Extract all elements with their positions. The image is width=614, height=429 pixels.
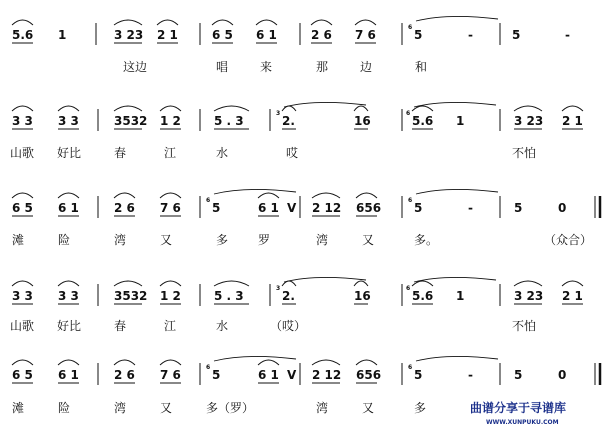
note-group: 16 xyxy=(354,114,371,128)
lyric-text: 山歌 xyxy=(10,319,35,333)
note-group: 2 12 xyxy=(312,201,342,215)
slur-mark xyxy=(160,281,181,286)
slur-mark xyxy=(354,106,368,111)
tie-arc xyxy=(214,356,296,361)
watermark-url: WWW.XUNPUKU.COM xyxy=(486,419,559,426)
note-group: 6 1 xyxy=(256,28,277,42)
slur-mark xyxy=(356,360,377,365)
note-group: 6 5 xyxy=(12,368,33,382)
note-group: 3 3 xyxy=(12,289,33,303)
lyric-text: 又 xyxy=(160,401,173,415)
note-group: - xyxy=(468,201,473,215)
tie-arc xyxy=(284,277,366,282)
slur-mark xyxy=(114,193,135,198)
lyric-text: 那 xyxy=(316,60,329,74)
note-group: 2 1 xyxy=(562,114,583,128)
lyric-text: （哎） xyxy=(270,319,307,333)
note-group: 3 23 xyxy=(114,28,144,42)
lyric-text: 湾 xyxy=(316,233,329,247)
lyric-text: 多（罗） xyxy=(206,401,255,415)
note-group: 2 1 xyxy=(157,28,178,42)
note-group: 6 5 xyxy=(12,201,33,215)
lyric-text: （众合） xyxy=(544,233,593,247)
grace-note: 3 xyxy=(276,285,281,292)
slur-mark xyxy=(160,106,181,111)
tie-arc xyxy=(416,189,498,194)
lyric-text: 和 xyxy=(415,60,428,74)
note-group: 5 . 3 xyxy=(214,289,244,303)
note-group: 3 23 xyxy=(514,114,544,128)
lyric-text: 边 xyxy=(360,60,373,74)
lyric-text: 山歌 xyxy=(10,146,35,160)
lyric-text: 江 xyxy=(164,146,177,160)
lyric-text: 又 xyxy=(362,401,375,415)
lyric-text: 唱 xyxy=(216,60,229,74)
slur-mark xyxy=(114,281,142,286)
note-group: 5 xyxy=(514,368,523,382)
slur-mark xyxy=(311,20,332,25)
slur-mark xyxy=(562,106,583,111)
note-group: 5.6 xyxy=(412,114,434,128)
grace-note: 6 xyxy=(206,197,211,204)
lyric-text: 湾 xyxy=(114,233,127,247)
slur-mark xyxy=(256,20,277,25)
note-group: 5 xyxy=(512,28,521,42)
lyric-text: 湾 xyxy=(316,401,329,415)
slur-mark xyxy=(160,193,181,198)
slur-mark xyxy=(12,360,33,365)
note-group: 1 2 xyxy=(160,114,181,128)
note-group: 5 xyxy=(414,28,423,42)
note-group: 6 1 xyxy=(58,201,79,215)
note-group: 1 xyxy=(456,289,465,303)
note-group: - xyxy=(468,368,473,382)
slur-mark xyxy=(258,193,279,198)
note-group: 5 xyxy=(212,368,221,382)
note-group: 1 2 xyxy=(160,289,181,303)
note-group: 5 xyxy=(514,201,523,215)
grace-note: 6 xyxy=(408,364,413,371)
lyric-text: 又 xyxy=(160,233,173,247)
slur-mark xyxy=(312,193,340,198)
note-group: 5 xyxy=(414,201,423,215)
slur-mark xyxy=(12,106,33,111)
lyric-text: 湾 xyxy=(114,401,127,415)
lyric-text: 多 xyxy=(216,233,229,247)
note-group: 2. xyxy=(282,289,295,303)
grace-note: 3 xyxy=(276,110,281,117)
slur-mark xyxy=(355,20,376,25)
slur-mark xyxy=(58,360,79,365)
slur-mark xyxy=(114,360,135,365)
note-group: 5 xyxy=(414,368,423,382)
lyric-text: 春 xyxy=(114,319,127,333)
note-group: 3 3 xyxy=(58,114,79,128)
note-group: V xyxy=(287,368,297,382)
slur-mark xyxy=(12,193,33,198)
tie-arc xyxy=(214,189,296,194)
tie-arc xyxy=(416,16,498,21)
notation-layer xyxy=(10,16,600,415)
note-group: 5.6 xyxy=(412,289,434,303)
note-group: 2. xyxy=(282,114,295,128)
note-group: 7 6 xyxy=(160,201,181,215)
slur-mark xyxy=(258,360,279,365)
note-group: 656 xyxy=(356,368,382,382)
note-group: 2 1 xyxy=(562,289,583,303)
lyric-text: 水 xyxy=(216,146,229,160)
note-group: 7 6 xyxy=(160,368,181,382)
note-group: 6 1 xyxy=(258,201,279,215)
grace-note: 6 xyxy=(408,197,413,204)
slur-mark xyxy=(212,20,233,25)
note-group: V xyxy=(287,201,297,215)
note-group: - xyxy=(468,28,473,42)
tie-arc xyxy=(416,356,498,361)
note-group: 5 . 3 xyxy=(214,114,244,128)
note-group: 0 xyxy=(558,201,567,215)
grace-note: 6 xyxy=(406,110,411,117)
note-group: 2 6 xyxy=(311,28,332,42)
slur-mark xyxy=(114,106,142,111)
lyric-text: 好比 xyxy=(57,146,82,160)
slur-mark xyxy=(312,360,340,365)
lyric-text: 险 xyxy=(58,401,71,415)
lyric-text: 春 xyxy=(114,146,127,160)
slur-mark xyxy=(114,20,142,25)
note-group: 5 xyxy=(212,201,221,215)
slur-mark xyxy=(12,20,33,25)
grace-note: 6 xyxy=(408,24,413,31)
slur-mark xyxy=(356,193,377,198)
lyric-text: 好比 xyxy=(57,319,82,333)
tie-arc xyxy=(284,102,366,107)
grace-note: 6 xyxy=(406,285,411,292)
lyric-text: 哎 xyxy=(286,146,299,160)
slur-mark xyxy=(354,281,368,286)
note-group: 6 1 xyxy=(58,368,79,382)
slur-mark xyxy=(160,360,181,365)
note-group: 5.6 xyxy=(12,28,34,42)
note-group: 3532 xyxy=(114,289,148,303)
note-group: 2 12 xyxy=(312,368,342,382)
lyric-text: 不怕 xyxy=(512,146,537,160)
watermark-title: 曲谱分享于寻谱库 xyxy=(470,401,567,415)
note-group: 656 xyxy=(356,201,382,215)
note-group: 2 6 xyxy=(114,368,135,382)
note-group: 16 xyxy=(354,289,371,303)
grace-note: 6 xyxy=(206,364,211,371)
note-group: 7 6 xyxy=(355,28,376,42)
slur-mark xyxy=(58,193,79,198)
lyric-text: 又 xyxy=(362,233,375,247)
lyric-text: 江 xyxy=(164,319,177,333)
note-group: 0 xyxy=(558,368,567,382)
lyric-text: 水 xyxy=(216,319,229,333)
slur-mark xyxy=(58,281,79,286)
note-group: 3 3 xyxy=(12,114,33,128)
slur-mark xyxy=(562,281,583,286)
note-group: 2 6 xyxy=(114,201,135,215)
note-group: 3 23 xyxy=(514,289,544,303)
note-group: 6 1 xyxy=(258,368,279,382)
note-group: - xyxy=(565,28,570,42)
note-group: 1 xyxy=(456,114,465,128)
lyric-text: 险 xyxy=(58,233,71,247)
slur-mark xyxy=(214,106,249,111)
lyric-text: 不怕 xyxy=(512,319,537,333)
slur-mark xyxy=(214,281,249,286)
slur-mark xyxy=(58,106,79,111)
lyric-text: 多。 xyxy=(414,233,439,247)
note-group: 3 3 xyxy=(58,289,79,303)
slur-mark xyxy=(157,20,178,25)
lyric-text: 滩 xyxy=(12,233,25,247)
slur-mark xyxy=(514,281,542,286)
note-group: 6 5 xyxy=(212,28,233,42)
note-group: 1 xyxy=(58,28,67,42)
lyric-text: 这边 xyxy=(123,60,148,74)
slur-mark xyxy=(514,106,542,111)
note-group: 3532 xyxy=(114,114,148,128)
slur-mark xyxy=(12,281,33,286)
lyric-text: 滩 xyxy=(12,401,25,415)
lyric-text: 来 xyxy=(260,60,273,74)
lyric-text: 罗 xyxy=(258,233,271,247)
lyric-text: 多 xyxy=(414,401,427,415)
